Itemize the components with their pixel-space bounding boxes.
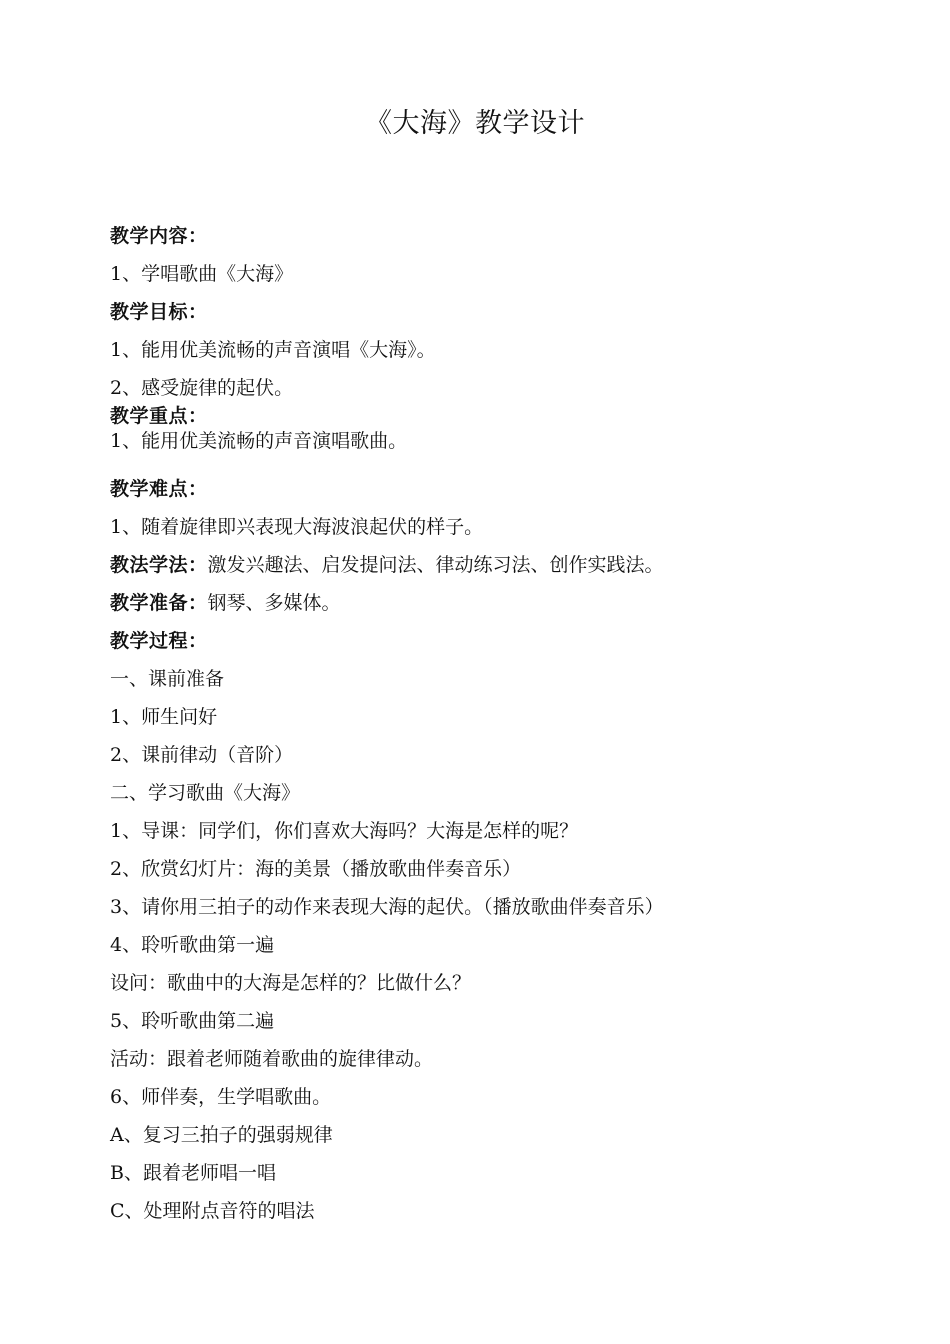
process-part2-item-6: 6、师伴奏，生学唱歌曲。 <box>110 1086 332 1108</box>
teaching-prep-line <box>110 589 870 617</box>
teaching-content-item: 1、学唱歌曲《大海》 <box>110 263 294 285</box>
process-part1-item-2: 2、课前律动（音阶） <box>110 744 294 766</box>
teaching-difficulty-item: 1、随着旋律即兴表现大海波浪起伏的样子。 <box>110 516 484 538</box>
document-title: 《大海》教学设计 <box>365 108 585 139</box>
process-sub-b: B、跟着老师唱一唱 <box>110 1162 276 1184</box>
teaching-goal-item-1: 1、能用优美流畅的声音演唱《大海》。 <box>110 339 436 361</box>
process-part2-item-4: 4、聆听歌曲第一遍 <box>110 934 275 956</box>
teaching-process-heading: 教学过程： <box>110 630 208 652</box>
process-part1-item-1: 1、师生问好 <box>110 706 218 728</box>
teaching-key-heading: 教学重点： <box>110 405 208 427</box>
teaching-key-item: 1、能用优美流畅的声音演唱歌曲。 <box>110 430 408 452</box>
teaching-prep-text: 钢琴、多媒体。 <box>207 592 341 614</box>
process-part2-item-3: 3、请你用三拍子的动作来表现大海的起伏。（播放歌曲伴奏音乐） <box>110 896 664 918</box>
teaching-content-heading: 教学内容： <box>110 225 208 247</box>
teaching-goal-item-2: 2、感受旋律的起伏。 <box>110 377 294 399</box>
teaching-method-label: 教法学法： <box>110 554 208 576</box>
teaching-method-line <box>110 551 870 579</box>
process-sub-a: A、复习三拍子的强弱规律 <box>110 1124 333 1146</box>
process-part2-item-5: 5、聆听歌曲第二遍 <box>110 1010 275 1032</box>
process-part2-question: 设问：歌曲中的大海是怎样的？比做什么？ <box>110 972 472 994</box>
process-part2-item-1: 1、导课：同学们，你们喜欢大海吗？大海是怎样的呢？ <box>110 820 579 842</box>
process-part2-title: 二、学习歌曲《大海》 <box>110 782 301 804</box>
teaching-goal-heading: 教学目标： <box>110 301 208 323</box>
teaching-prep-label: 教学准备： <box>110 592 208 614</box>
process-part2-item-2: 2、欣赏幻灯片：海的美景（播放歌曲伴奏音乐） <box>110 858 522 880</box>
process-part2-activity: 活动：跟着老师随着歌曲的旋律律动。 <box>110 1048 434 1070</box>
teaching-method-text: 激发兴趣法、启发提问法、律动练习法、创作实践法。 <box>207 554 664 576</box>
teaching-difficulty-heading: 教学难点： <box>110 478 208 500</box>
process-sub-c: C、处理附点音符的唱法 <box>110 1200 315 1222</box>
process-part1-title: 一、课前准备 <box>110 668 225 690</box>
